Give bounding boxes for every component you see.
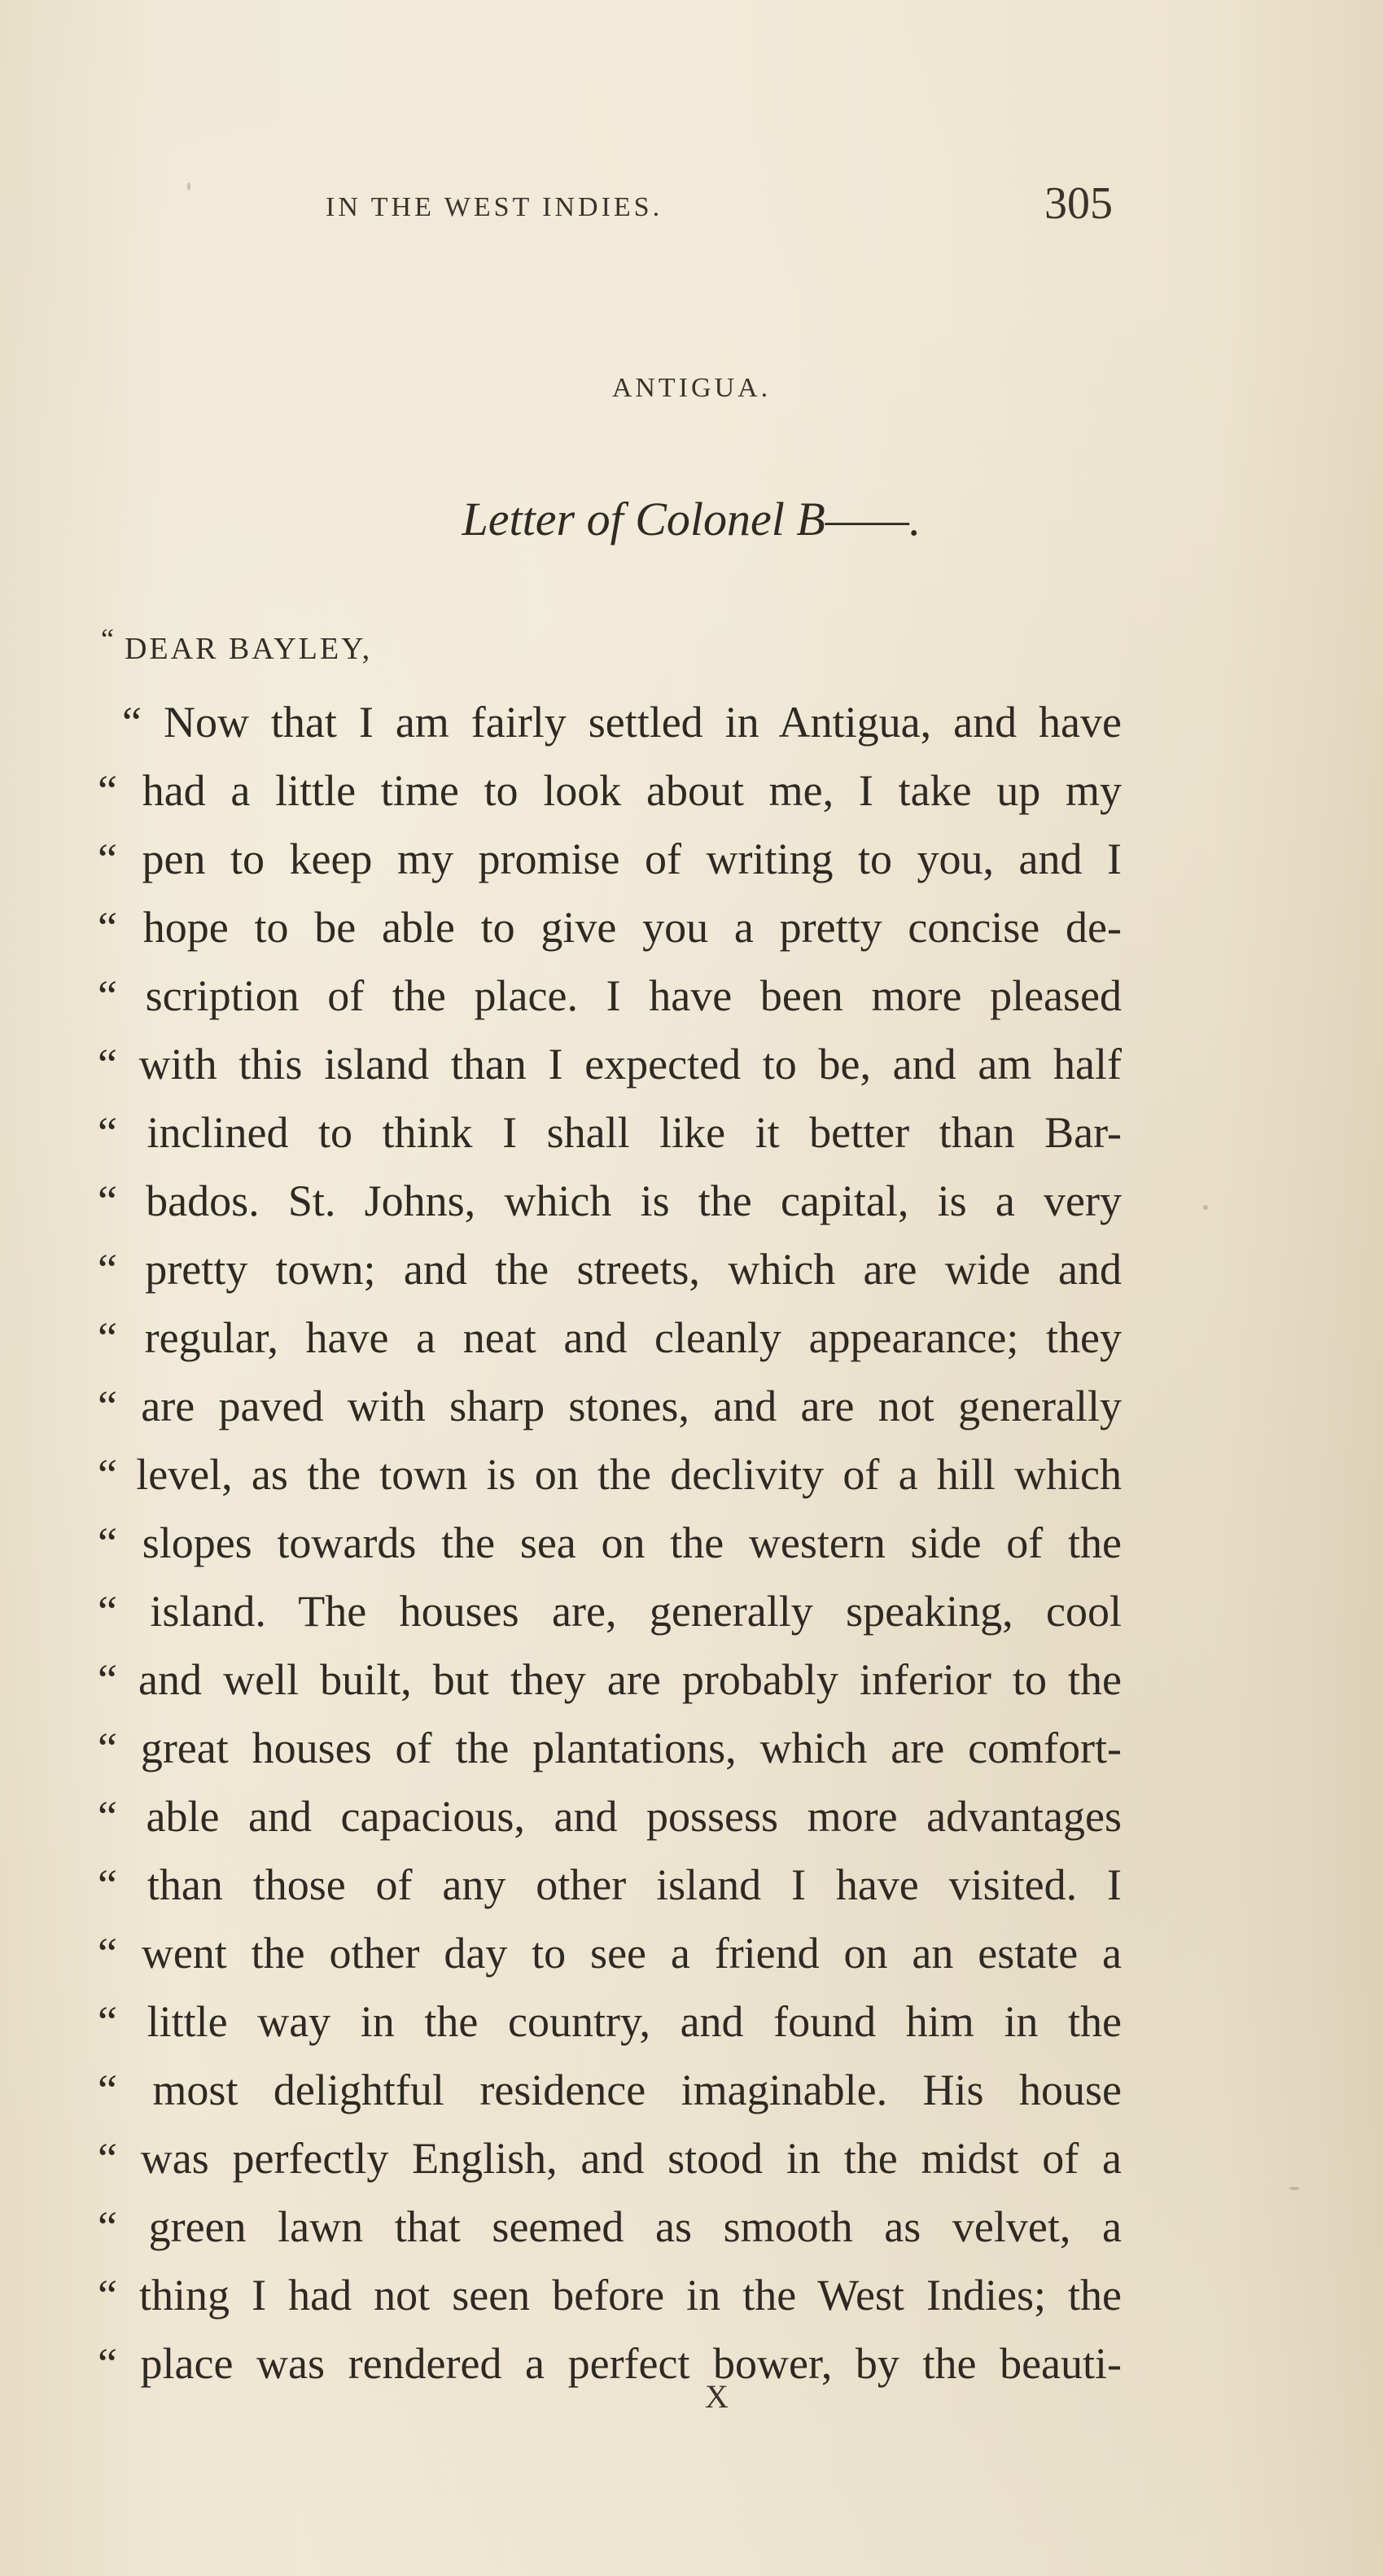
salutation-quote-mark: “	[101, 623, 116, 655]
body-line: “ green lawn that seemed as smooth as velvet, a	[98, 2202, 1122, 2251]
body-line: “ great houses of the plantations, which are comfort-	[98, 1724, 1122, 1772]
body-line: “ pen to keep my promise of writing to you, and I	[98, 835, 1122, 883]
body-line: “ thing I had not seen before in the West Indies; the	[98, 2271, 1122, 2320]
letter-body	[98, 688, 1122, 2398]
body-line: “ Now that I am fairly settled in Antigua, and have	[122, 698, 1122, 747]
body-line: “ hope to be able to give you a pretty concise de-	[98, 903, 1122, 952]
body-line: “ than those of any other island I have visited. I	[98, 1860, 1122, 1909]
salutation	[101, 622, 372, 667]
body-line: “ are paved with sharp stones, and are not generally	[98, 1382, 1122, 1430]
page-number: 305	[1044, 178, 1113, 229]
ink-speck	[1203, 1205, 1208, 1210]
letter-title: Letter of Colonel B——.	[462, 493, 921, 545]
body-line: “ island. The houses are, generally speaking, cool	[98, 1587, 1122, 1636]
running-head: IN THE WEST INDIES.	[326, 192, 663, 222]
body-line: “ pretty town; and the streets, which are wide and	[98, 1245, 1122, 1294]
body-line: “ and well built, but they are probably inferior to the	[98, 1655, 1122, 1704]
signature-mark: X	[705, 2378, 729, 2415]
body-line: “ inclined to think I shall like it better than Bar-	[98, 1108, 1122, 1157]
body-line: “ bados. St. Johns, which is the capital, is a very	[98, 1176, 1122, 1225]
body-line: “ had a little time to look about me, I take up my	[98, 766, 1122, 815]
ink-speck	[1289, 2187, 1299, 2190]
body-line: “ was perfectly English, and stood in the midst of a	[98, 2134, 1122, 2183]
body-line: “ most delightful residence imaginable. His house	[98, 2066, 1122, 2114]
body-line: “ slopes towards the sea on the western side of the	[98, 1518, 1122, 1567]
body-line: “ regular, have a neat and cleanly appearance; they	[98, 1313, 1122, 1362]
ink-speck	[187, 182, 190, 191]
body-line: “ level, as the town is on the declivity of a hill which	[98, 1450, 1122, 1499]
body-line: “ little way in the country, and found him in the	[98, 1997, 1122, 2046]
body-line: “ able and capacious, and possess more advantages	[98, 1792, 1122, 1841]
section-heading: ANTIGUA.	[611, 373, 772, 403]
body-line: “ with this island than I expected to be, and am half	[98, 1040, 1122, 1089]
body-line: “ scription of the place. I have been more pleased	[98, 971, 1122, 1020]
body-line: “ went the other day to see a friend on an estate a	[98, 1929, 1122, 1978]
body-line: “ place was rendered a perfect bower, by the beauti-	[98, 2339, 1122, 2388]
salutation-text: DEAR BAYLEY,	[124, 632, 373, 666]
